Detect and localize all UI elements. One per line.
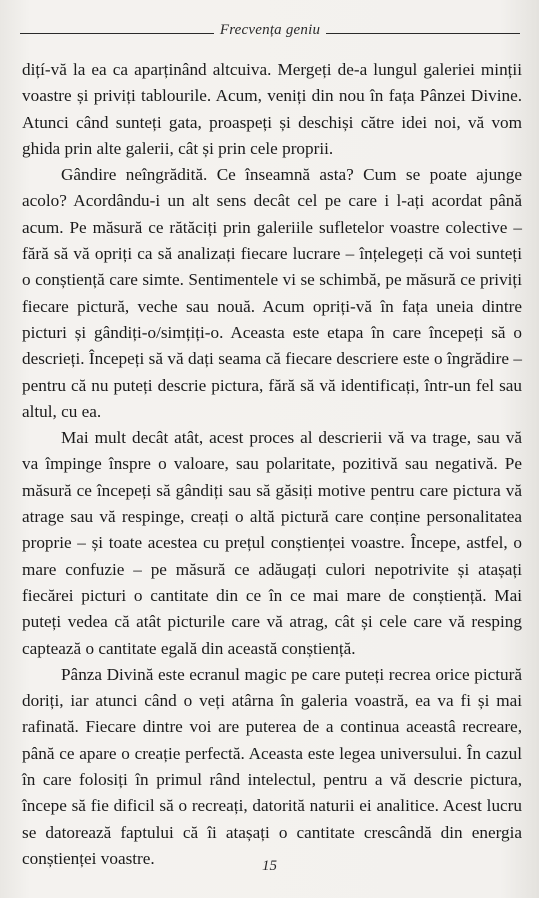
paragraph-continuation: dițí-vă la ea ca aparținând altcuiva. Mergeți de-a lungul galeriei minții voastre și priviți tablourile. Acum, veniți din nou în fața Pânzei Divine. Atunci când sunteți gata, proaspeți și deschiși către idei noi, vă vom ghida prin alte galerii, cât și prin cele proprii.	[22, 60, 522, 158]
paragraph: Mai mult decât atât, acest proces al descrierii vă va trage, sau vă va împinge înspre o valoare, sau polaritate, pozitivă sau negativă. Pe măsură ce începeți să gândiți sau să găsiți motive pentru care pictura vă atrage sau vă respinge, creați o altă pictură care conține personalitatea proprie – și toate acestea cu prețul conștienței voastre. Începe, astfel, o mare confuzie – pe măsură ce adăugați culori nepotrivite și atașați fiecărei picturi o cantitate din ce în ce mai mare de conștiență. Mai puteți vedea că atât picturile care vă atrag, cât și cele care vă resping captează o cantitate egală din această conștiență.	[22, 428, 522, 658]
header-rule-right	[326, 33, 520, 34]
header-rule-left	[20, 33, 214, 34]
paragraph: Pânza Divină este ecranul magic pe care puteți recrea orice pictură doriți, iar atunci când o veți atârna în galeria voastră, ea va fi și mai rafinată. Fiecare dintre voi are puterea de a continua aceastâ recreare, până ce apare o creație perfectă. Aceasta este legea universului. În cazul în care folosiți în primul rând intelectul, pentru a vă descrie pictura, începe să fie dificil să o recreați, datorită naturii ei analitice. Acest lucru se datorează faptului că îi atașați o cantitate crescândă din energia conștienței voastre.	[22, 664, 522, 868]
paragraph: Gândire neîngrădită. Ce înseamnă asta? Cum se poate ajunge acolo? Acordându-i un alt sens decât cel pe care i l-ați acordat până acum. Pe măsură ce rătăciți prin galeriile sufletelor voastre colective – fără să vă opriți ca să analizați fiecare lucrare – înțelegeți că voi sunteți o conștiență care simte. Sentimentele vi se schimbă, pe măsură ce priviți fiecare pictură, veche sau nouă. Acum opriți-vă în fața uneia dintre picturi și gândiți-o/simțiți-o. Aceasta este etapa în care începeți să o descrieți. Începeți să vă dați seama că fiecare descriere este o îngrădire – pentru că nu puteți descrie pictura, fără să vă identificați, într-un fel sau altul, cu ea.	[22, 165, 522, 421]
running-title: Frecvența geniu	[219, 21, 321, 38]
running-header	[20, 19, 520, 41]
body-text	[22, 57, 522, 872]
page-number: 15	[262, 858, 277, 874]
